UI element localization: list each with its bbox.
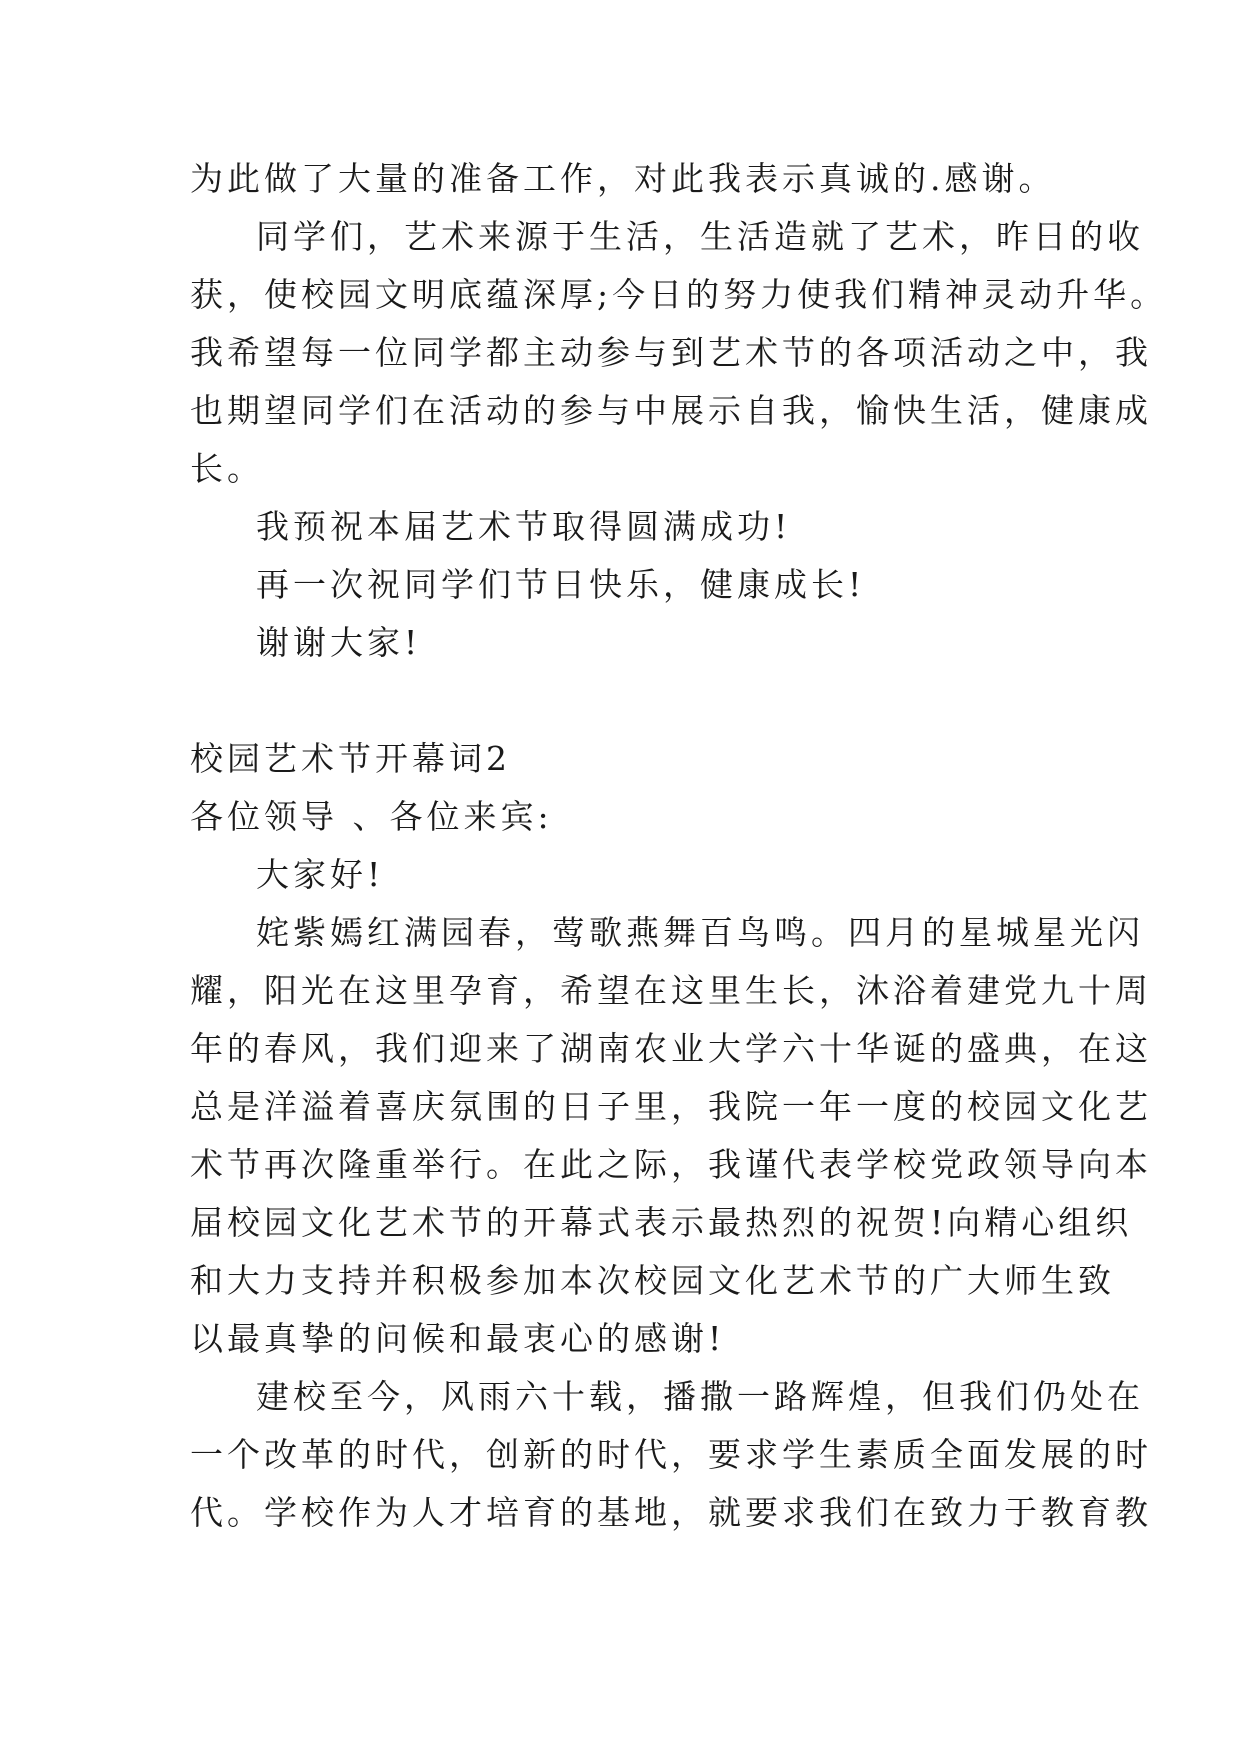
paragraph-line: 同学们，艺术来源于生活，生活造就了艺术，昨日的收 [256,217,1144,256]
paragraph-line: 大家好! [256,855,385,894]
paragraph-line: 术节再次隆重举行。在此之际，我谨代表学校党政领导向本 [190,1145,1152,1184]
salutation: 各位领导 、各位来宾: [190,797,553,836]
paragraph-line: 谢谢大家! [256,623,422,662]
paragraph-line: 届校园文化艺术节的开幕式表示最热烈的祝贺!向精心组织 [190,1203,1133,1242]
section-title: 校园艺术节开幕词2 [190,739,511,778]
paragraph-line: 总是洋溢着喜庆氛围的日子里，我院一年一度的校园文化艺 [190,1087,1152,1126]
paragraph-line: 和大力支持并积极参加本次校园文化艺术节的广大师生致 [190,1261,1115,1300]
section-gap [190,672,1060,730]
paragraph-line: 姹紫嫣红满园春，莺歌燕舞百鸟鸣。四月的星城星光闪 [256,913,1144,952]
paragraph-line: 年的春风，我们迎来了湖南农业大学六十华诞的盛典，在这 [190,1029,1152,1068]
document-page [190,150,1168,1542]
paragraph-line: 也期望同学们在活动的参与中展示自我，愉快生活，健康成 [190,391,1152,430]
paragraph-line: 以最真挚的问候和最衷心的感谢! [190,1319,726,1358]
paragraph-line: 我预祝本届艺术节取得圆满成功! [256,507,792,546]
paragraph-line: 获，使校园文明底蕴深厚;今日的努力使我们精神灵动升华。 [190,275,1168,314]
paragraph-line: 耀，阳光在这里孕育，希望在这里生长，沐浴着建党九十周 [190,971,1152,1010]
paragraph-line: 一个改革的时代，创新的时代，要求学生素质全面发展的时 [190,1435,1152,1474]
paragraph-line: 长。 [190,449,264,488]
paragraph-line: 为此做了大量的准备工作，对此我表示真诚的.感谢。 [190,159,1056,198]
paragraph-line: 建校至今，风雨六十载，播撒一路辉煌，但我们仍处在 [256,1377,1144,1416]
paragraph-line: 我希望每一位同学都主动参与到艺术节的各项活动之中，我 [190,333,1152,372]
paragraph-line: 代。学校作为人才培育的基地，就要求我们在致力于教育教 [190,1493,1152,1532]
paragraph-line: 再一次祝同学们节日快乐，健康成长! [256,565,866,604]
